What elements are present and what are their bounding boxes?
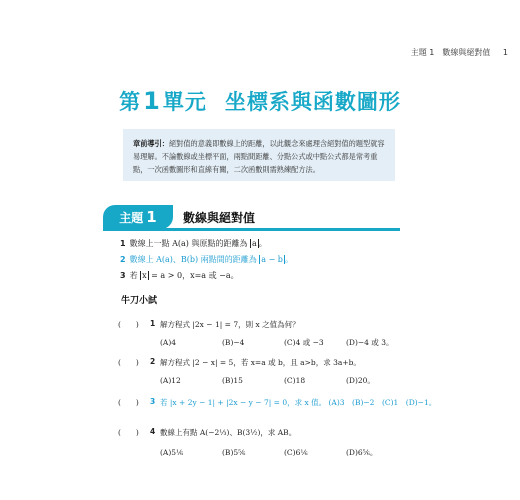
topic-title: 數線與絕對值	[183, 211, 256, 225]
unit-suffix: 單元	[162, 90, 207, 114]
header-topic: 主題 1 數線與絕對值	[410, 48, 491, 57]
intro-label: 章前導引：	[133, 139, 169, 148]
unit-title	[0, 86, 520, 116]
topic-badge	[103, 205, 173, 229]
intro-text: 絕對值的意義即數線上的距離，以此觀念來處理含絕對值的題型就容易理解。不論數線或坐標平面，兩點間距離、分點公式或中點公式都是常考重點，一次函數圖形和直線有關，二次函數則需熟練配方法。	[133, 139, 385, 174]
option: (C)4 或 −3	[284, 338, 324, 347]
point-text-end: 。	[284, 255, 293, 264]
chapter-intro-box	[123, 129, 395, 181]
option: (A)4	[160, 338, 177, 347]
abs-expression: x	[142, 271, 147, 280]
option: (B)15	[222, 376, 243, 385]
question-number: 3	[150, 397, 156, 406]
question-options	[160, 447, 408, 458]
key-point	[120, 252, 293, 268]
answer-blank[interactable]: ( )	[118, 428, 139, 437]
option: (D)−4 或 3。	[346, 338, 394, 347]
answer-blank[interactable]: ( )	[118, 320, 139, 329]
unit-name: 坐標系與函數圖形	[224, 90, 401, 114]
question-number: 1	[150, 319, 156, 328]
page-number: 1	[502, 48, 508, 57]
abs-expression: a	[252, 239, 257, 248]
option: (B)5⅚	[222, 448, 246, 457]
option: (A)5⅙	[160, 448, 184, 457]
option: (D)6⅚。	[346, 448, 378, 457]
question-options	[160, 337, 408, 348]
option: (D)20。	[346, 376, 375, 385]
point-text: 數線上一點 A(a) 與原點的距離為	[129, 239, 250, 248]
point-number: 3	[120, 271, 126, 280]
question-stem: 解方程式 |2x − 1| = 7，則 x 之值為何？	[160, 320, 300, 329]
question-number: 2	[150, 357, 156, 366]
answer-blank[interactable]: ( )	[118, 358, 139, 367]
question-stem: 解方程式 |2 − x| = 5，若 x=a 或 b，且 a>b，求 3a+b。	[160, 358, 361, 367]
point-number: 1	[120, 239, 126, 248]
option: (C)18	[284, 376, 306, 385]
unit-number: 1	[143, 87, 161, 115]
running-header	[411, 47, 508, 58]
option: (B)−4	[222, 338, 245, 347]
point-text-end: 。	[258, 239, 267, 248]
topic-banner	[103, 205, 400, 231]
answer-blank[interactable]: ( )	[118, 398, 139, 407]
question-stem: 數線上有點 A(−2⅓)、B(3½)，求 AB。	[160, 428, 297, 437]
practice-heading: 牛刀小試	[121, 296, 158, 306]
unit-prefix: 第	[119, 90, 142, 114]
abs-expression: a − b	[261, 255, 283, 264]
point-text-end: = a > 0，x=a 或 −a。	[148, 271, 239, 280]
question-stem: 若 |x + 2y − 1| + |2x − y − 7| = 0，求 x 值。 (A)3 (B)−2 (C)1 (D)−1。	[160, 398, 437, 407]
point-number: 2	[120, 255, 126, 264]
question-options	[160, 375, 408, 386]
key-points	[120, 236, 293, 284]
point-text: 數線上 A(a)、B(b) 兩點間的距離為	[129, 255, 260, 264]
key-point	[120, 236, 293, 252]
point-text: 若	[129, 271, 141, 280]
question-number: 4	[150, 427, 156, 436]
option: (C)6⅙	[284, 448, 308, 457]
topic-number: 1	[146, 208, 157, 226]
option: (A)12	[160, 376, 181, 385]
key-point	[120, 268, 293, 284]
topic-label: 主題	[119, 211, 144, 225]
